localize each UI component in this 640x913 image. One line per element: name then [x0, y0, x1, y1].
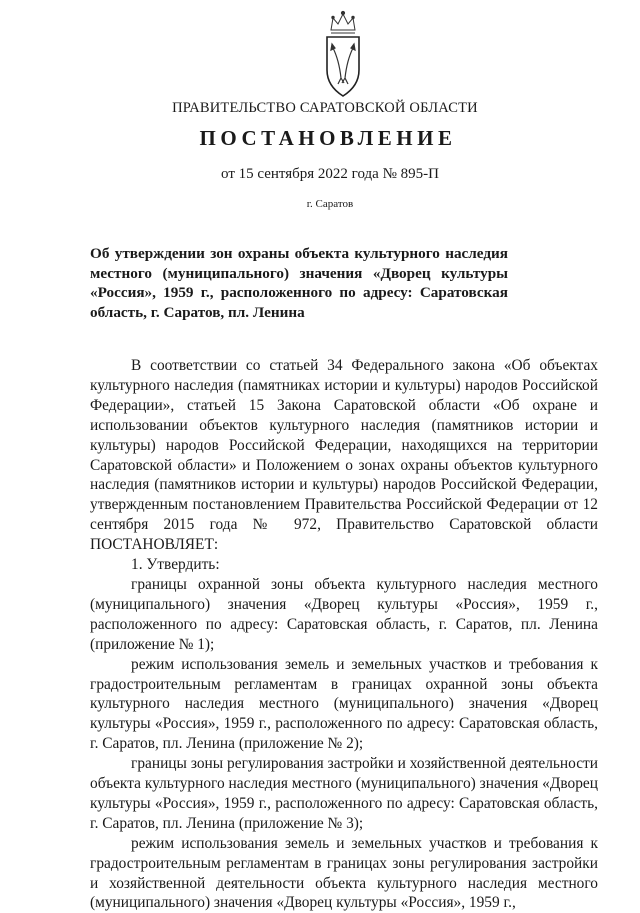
document-title: Об утверждении зон охраны объекта культурного наследия местного (муниципального) значения «Дворец культуры «Россия», 1959 г., расположенного по адресу: Саратовская область, г. Саратов, пл. Ленина [90, 245, 508, 321]
document-city: г. Саратов [306, 198, 354, 210]
document-type: ПОСТАНОВЛЕНИЕ [199, 126, 457, 150]
item-1-paragraph: 1. Утвердить: [131, 556, 220, 574]
sub-item-1-paragraph: границы охранной зоны объекта культурного наследия местного (муниципального) значения «Дворец культуры «Россия», 1959 г., расположенного по адресу: Саратовская область, г. Саратов, пл. Ленина (приложение № 1); [90, 575, 598, 653]
document-body [90, 356, 598, 913]
sub-item-4-paragraph: режим использования земель и земельных участков и требования к градостроительным регламентам в границах зоны регулирования застройки и хозяйственной деятельности объекта культурного наследия местного (муниципального) значения «Дворец культуры «Россия», 1959 г., [90, 834, 598, 912]
preamble-paragraph: В соответствии со статьей 34 Федерального закона «Об объектах культурного наследия (памятниках истории и культуры) народов Российской Федерации», статьей 15 Закона Саратовской области «Об охране и использовании объектов культурного наследия (памятников истории и культуры) народов Российской Федерации, находящихся на территории Саратовской области» и Положением о зонах охраны объектов культурного наследия (памятников истории и культуры) народов Российской Федерации, утвержденным постановлением Правительства Российской Федерации от 12 сентября 2015 года № 972, Правительство Саратовской области ПОСТАНОВЛЯЕТ: [90, 357, 598, 554]
sub-item-3-paragraph: границы зоны регулирования застройки и хозяйственной деятельности объекта культурного наследия местного (муниципального) значения «Дворец культуры «Россия», 1959 г., расположенного по адресу: Саратовская область, г. Саратов, пл. Ленина (приложение № 3); [90, 755, 598, 832]
sub-item-2-paragraph: режим использования земель и земельных участков и требования к градостроительным регламентам в границах охранной зоны объекта культурного наследия местного (муниципального) значения «Дворец культуры «Россия», 1959 г., расположенного по адресу: Саратовская область, г. Саратов, пл. Ленина (приложение № 2); [90, 655, 598, 753]
document-date-number: от 15 сентября 2022 года № 895-П [221, 166, 439, 182]
coat-of-arms-icon [321, 8, 365, 104]
organization-name: ПРАВИТЕЛЬСТВО САРАТОВСКОЙ ОБЛАСТИ [172, 100, 478, 116]
